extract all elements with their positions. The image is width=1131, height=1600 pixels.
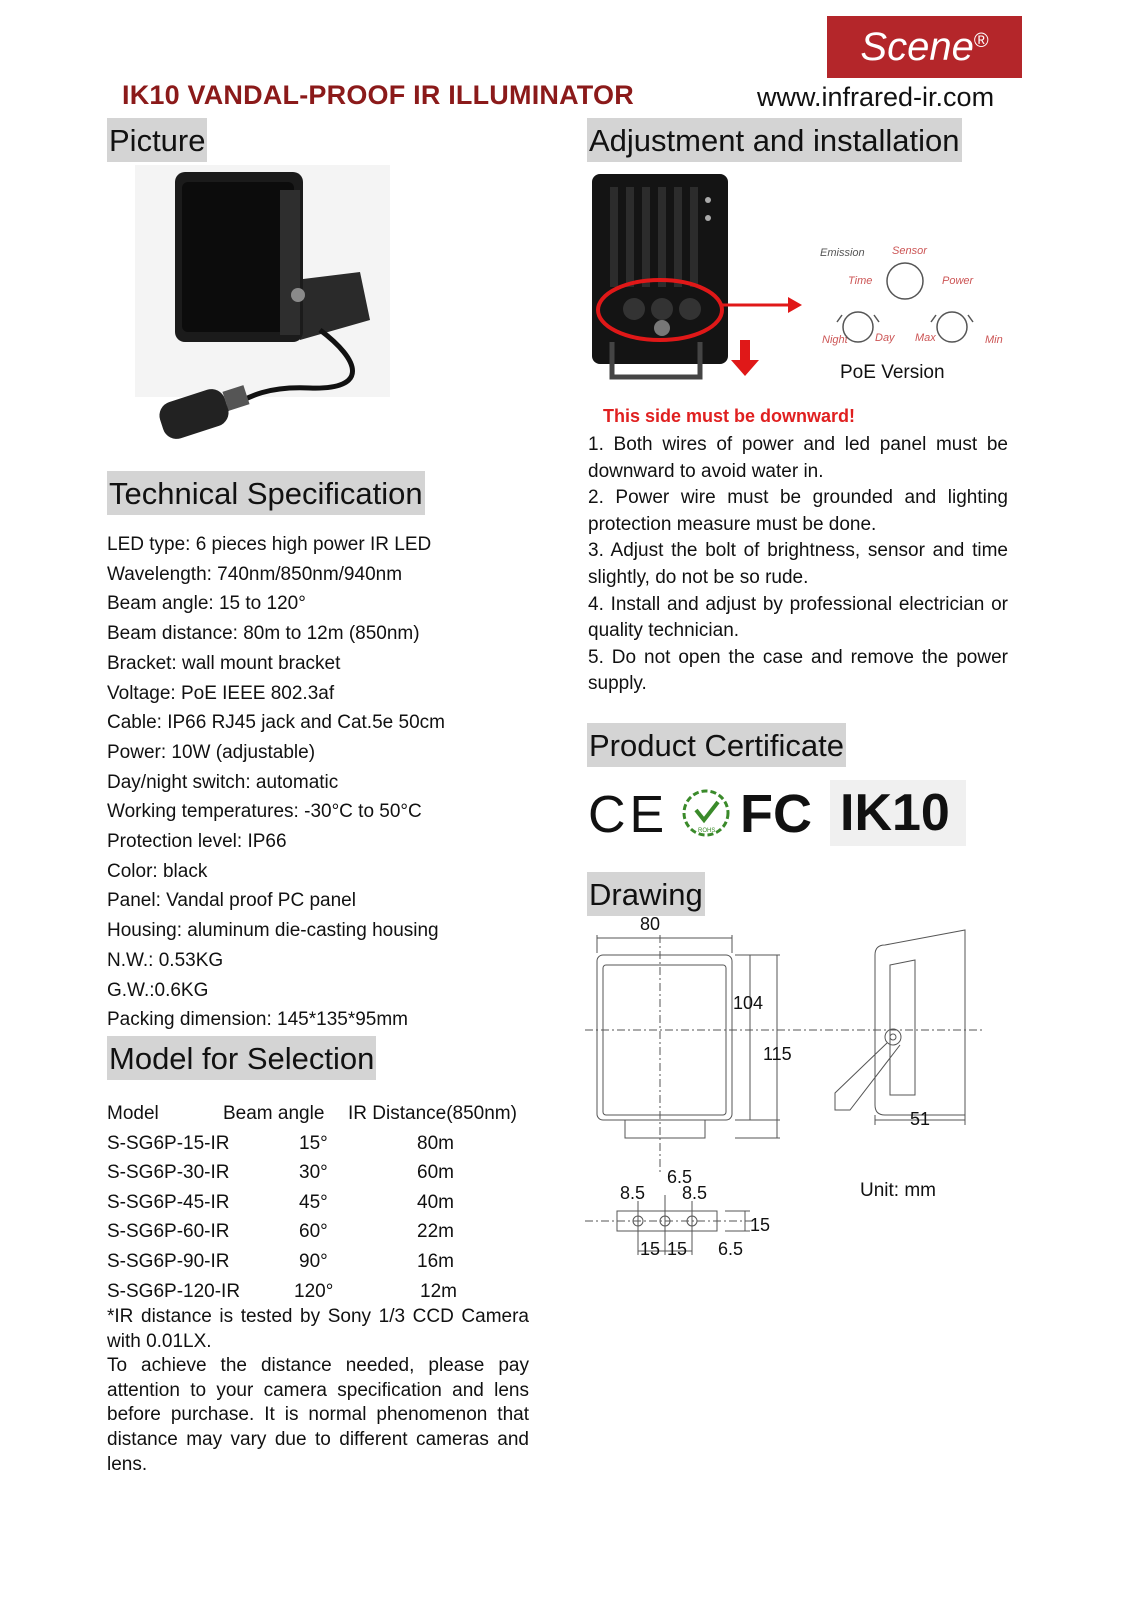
- note-distance: To achieve the distance needed, please pay attention to your camera specification and lens before purchase. It is normal phenomenon that distance may vary due to different cameras and lens.: [107, 1355, 529, 1475]
- time-dial-icon: [843, 312, 873, 342]
- installation-steps: [588, 432, 1008, 698]
- beam-cell: 60°: [299, 1221, 328, 1243]
- ce-mark-icon: CE: [588, 786, 669, 844]
- table-row: [107, 1129, 537, 1159]
- sensor-dial-icon: [887, 263, 923, 299]
- dimension-drawing: [585, 914, 985, 1285]
- distance-cell: 22m: [417, 1221, 454, 1243]
- spec-item: Protection level: IP66: [107, 831, 287, 853]
- spec-item: G.W.:0.6KG: [107, 979, 209, 1001]
- table-row: [107, 1277, 537, 1307]
- distance-cell: 80m: [417, 1132, 454, 1154]
- rohs-icon: [684, 791, 728, 835]
- dial-label-max: Max: [915, 332, 936, 344]
- bracket-dim-label: 15: [750, 1215, 771, 1235]
- certificate-logos: [588, 780, 968, 850]
- model-cell: S-SG6P-30-IR: [107, 1162, 230, 1184]
- website-url[interactable]: www.infrared-ir.com: [757, 82, 995, 112]
- dim-width-label: 80: [640, 914, 661, 934]
- bracket-dim-label: 6.5: [718, 1239, 744, 1259]
- install-step: 4. Install and adjust by professional electrician or quality technician.: [588, 593, 1008, 642]
- bracket-dim-label: 8.5: [620, 1183, 646, 1203]
- beam-cell: 45°: [299, 1191, 328, 1213]
- beam-cell: 120°: [294, 1280, 334, 1302]
- spec-item: Bracket: wall mount bracket: [107, 652, 341, 674]
- spec-item: Panel: Vandal proof PC panel: [107, 890, 356, 912]
- header-ir-distance: IR Distance(850nm): [348, 1103, 517, 1124]
- bracket-dim-label: 8.5: [682, 1183, 708, 1203]
- dim-depth-label: 51: [910, 1109, 931, 1129]
- poe-version-label: PoE Version: [840, 362, 945, 383]
- distance-cell: 16m: [417, 1250, 454, 1272]
- model-cell: S-SG6P-60-IR: [107, 1221, 230, 1243]
- document-title: IK10 VANDAL-PROOF IR ILLUMINATOR: [122, 80, 634, 110]
- install-step: 2. Power wire must be grounded and lighting protection measure must be done.: [588, 487, 1008, 535]
- spec-item: Color: black: [107, 860, 208, 882]
- table-row: [107, 1217, 537, 1247]
- dial-label-power: Power: [942, 275, 974, 287]
- spec-item: Power: 10W (adjustable): [107, 741, 316, 763]
- model-cell: S-SG6P-15-IR: [107, 1132, 230, 1154]
- spec-item: LED type: 6 pieces high power IR LED: [107, 534, 432, 555]
- table-row: [107, 1158, 537, 1188]
- spec-item: Wavelength: 740nm/850nm/940nm: [107, 563, 403, 585]
- spec-item: Packing dimension: 145*135*95mm: [107, 1009, 409, 1031]
- spec-item: Cable: IP66 RJ45 jack and Cat.5e 50cm: [107, 712, 445, 734]
- beam-cell: 90°: [299, 1250, 328, 1272]
- install-step: 1. Both wires of power and led panel must be downward to avoid water in.: [588, 434, 1008, 482]
- section-tech-spec: Technical Specification: [107, 471, 425, 515]
- dial-label-emission: Emission: [820, 247, 865, 259]
- section-model-selection: Model for Selection: [107, 1036, 376, 1080]
- ik10-mark: IK10: [840, 784, 950, 842]
- spec-item: Voltage: PoE IEEE 802.3af: [107, 682, 335, 704]
- bracket-dim-label: 15: [667, 1239, 688, 1259]
- beam-cell: 15°: [299, 1132, 328, 1154]
- install-step: 5. Do not open the case and remove the power supply.: [588, 646, 1008, 695]
- distance-cell: 60m: [417, 1162, 454, 1184]
- table-row: [107, 1188, 537, 1218]
- table-row: [107, 1247, 537, 1277]
- brand-logo: Scene®: [827, 16, 1022, 78]
- beam-cell: 30°: [299, 1162, 328, 1184]
- header-beam-angle: Beam angle: [223, 1103, 325, 1124]
- distance-cell: 12m: [420, 1280, 457, 1302]
- spec-item: Beam distance: 80m to 12m (850nm): [107, 623, 420, 645]
- section-drawing: Drawing: [587, 872, 705, 916]
- unit-label: Unit: mm: [860, 1180, 936, 1201]
- section-adjustment: Adjustment and installation: [587, 118, 962, 162]
- spec-item: Housing: aluminum die-casting housing: [107, 920, 439, 942]
- section-picture: Picture: [107, 118, 207, 162]
- dial-label-night: Night: [822, 334, 848, 346]
- downward-warning: This side must be downward!: [603, 406, 856, 426]
- spec-item: Day/night switch: automatic: [107, 771, 339, 793]
- bracket-dim-label: 15: [640, 1239, 661, 1259]
- dial-label-sensor: Sensor: [892, 245, 927, 257]
- bracket-dim-label: 6.5: [667, 1167, 693, 1187]
- note-ir-test: *IR distance is tested by Sony 1/3 CCD Camera with 0.01LX.: [107, 1306, 529, 1352]
- dial-label-min: Min: [985, 334, 1003, 346]
- svg-text:ROHS: ROHS: [698, 828, 716, 834]
- model-table-header: [107, 1099, 537, 1129]
- product-photo: [130, 160, 400, 450]
- spec-item: Beam angle: 15 to 120°: [107, 593, 306, 615]
- spec-item: Working temperatures: -30°C to 50°C: [107, 801, 422, 823]
- model-notes: [107, 1305, 529, 1477]
- fcc-mark-icon: FC: [740, 784, 812, 844]
- dial-label-day: Day: [875, 332, 895, 344]
- model-cell: S-SG6P-90-IR: [107, 1250, 230, 1272]
- model-cell: S-SG6P-45-IR: [107, 1191, 230, 1213]
- power-dial-icon: [937, 312, 967, 342]
- section-certificate: Product Certificate: [587, 723, 846, 767]
- dial-label-time: Time: [848, 275, 873, 287]
- spec-list: [107, 530, 445, 1035]
- install-step: 3. Adjust the bolt of brightness, sensor and time slightly, do not be so rude.: [588, 540, 1008, 588]
- header-model: Model: [107, 1103, 159, 1124]
- spec-item: N.W.: 0.53KG: [107, 949, 224, 971]
- dim-height-outer-label: 115: [763, 1044, 792, 1064]
- adjustment-diagram: [590, 172, 1015, 387]
- model-table: [107, 1099, 537, 1306]
- distance-cell: 40m: [417, 1191, 454, 1213]
- model-cell: S-SG6P-120-IR: [107, 1280, 241, 1302]
- dim-height-inner-label: 104: [733, 993, 764, 1013]
